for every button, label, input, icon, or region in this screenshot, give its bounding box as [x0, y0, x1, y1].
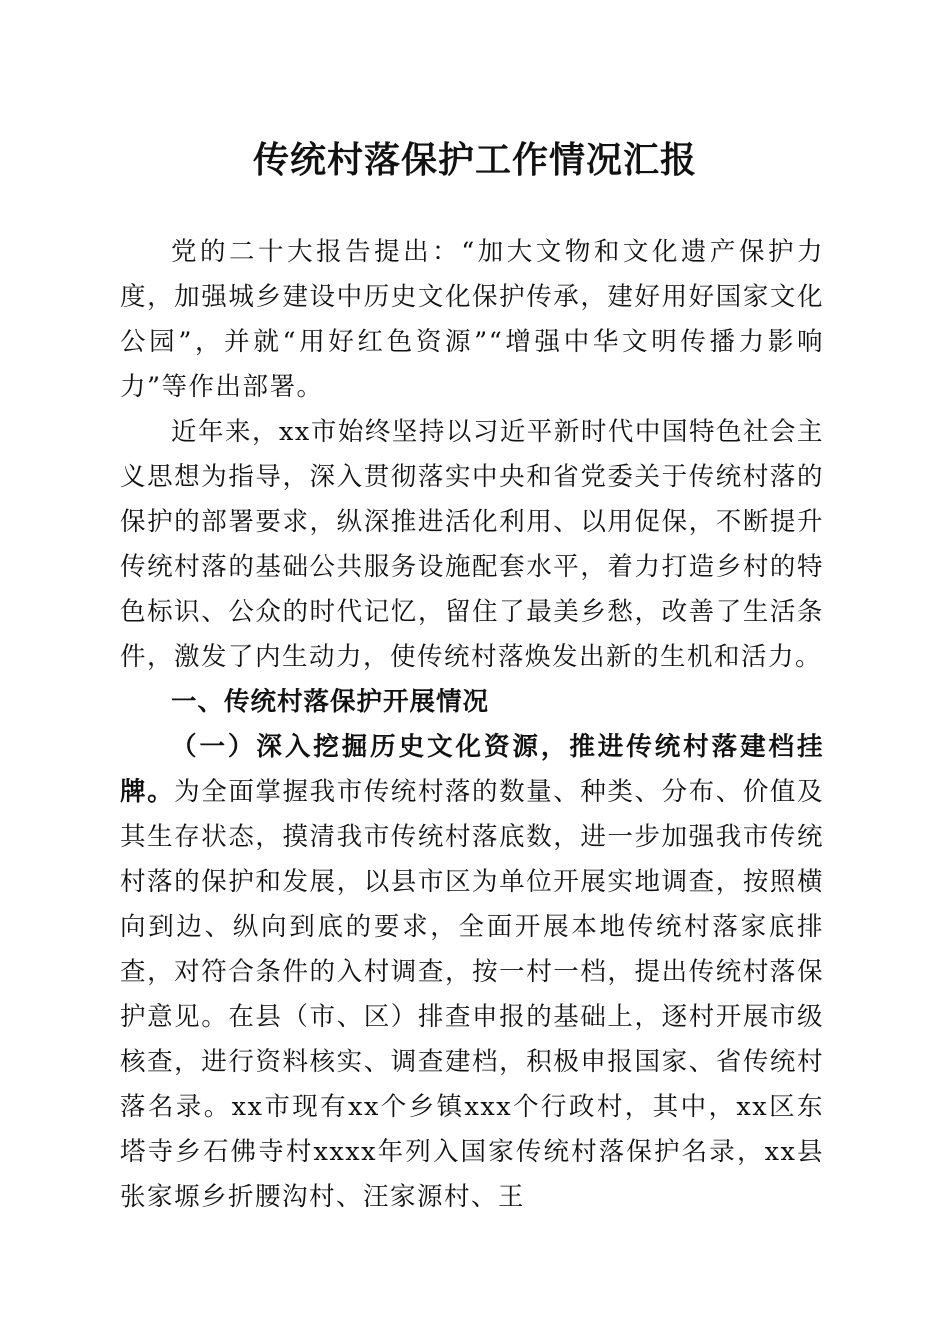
subsection-heading: （一）深入挖掘历史文化资源，推进传统村落建档挂牌。 [120, 732, 824, 807]
section-heading: 一、传统村落保护开展情况 [171, 687, 490, 717]
subsection-paragraph [120, 725, 824, 1220]
paragraph-intro: 党的二十大报告提出：“加大文物和文化遗产保护力度，加强城乡建设中历史文化保护传承，建好用好国家文化公园”，并就“用好红色资源”“增强中华文明传播力影响力”等作出部署。 [120, 237, 824, 402]
document-title: 传统村落保护工作情况汇报 [252, 139, 697, 181]
paragraph-overview: 近年来，xx市始终坚持以习近平新时代中国特色社会主义思想为指导，深入贯彻落实中央和省党委关于传统村落的保护的部署要求，纵深推进活化利用、以用促保，不断提升传统村落的基础公共服务设施配套水平，着力打造乡村的特色标识、公众的时代记忆，留住了最美乡愁，改善了生活条件，激发了内生动力，使传统村落焕发出新的生机和活力。 [120, 417, 824, 672]
document-body [120, 230, 824, 1220]
subsection-text: 为全面掌握我市传统村落的数量、种类、分布、价值及其生存状态，摸清我市传统村落底数，进一步加强我市传统村落的保护和发展，以县市区为单位开展实地调查，按照横向到边、纵向到底的要求，全面开展本地传统村落家底排查，对符合条件的入村调查，按一村一档，提出传统村落保护意见。在县（市、区）排查申报的基础上，逐村开展市级核查，进行资料核实、调查建档，积极申报国家、省传统村落名录。xx市现有xx个乡镇xxx个行政村，其中，xx区东塔寺乡石佛寺村xxxx年列入国家传统村落保护名录，xx县张家塬乡折腰沟村、汪家源村、王 [120, 777, 824, 1212]
